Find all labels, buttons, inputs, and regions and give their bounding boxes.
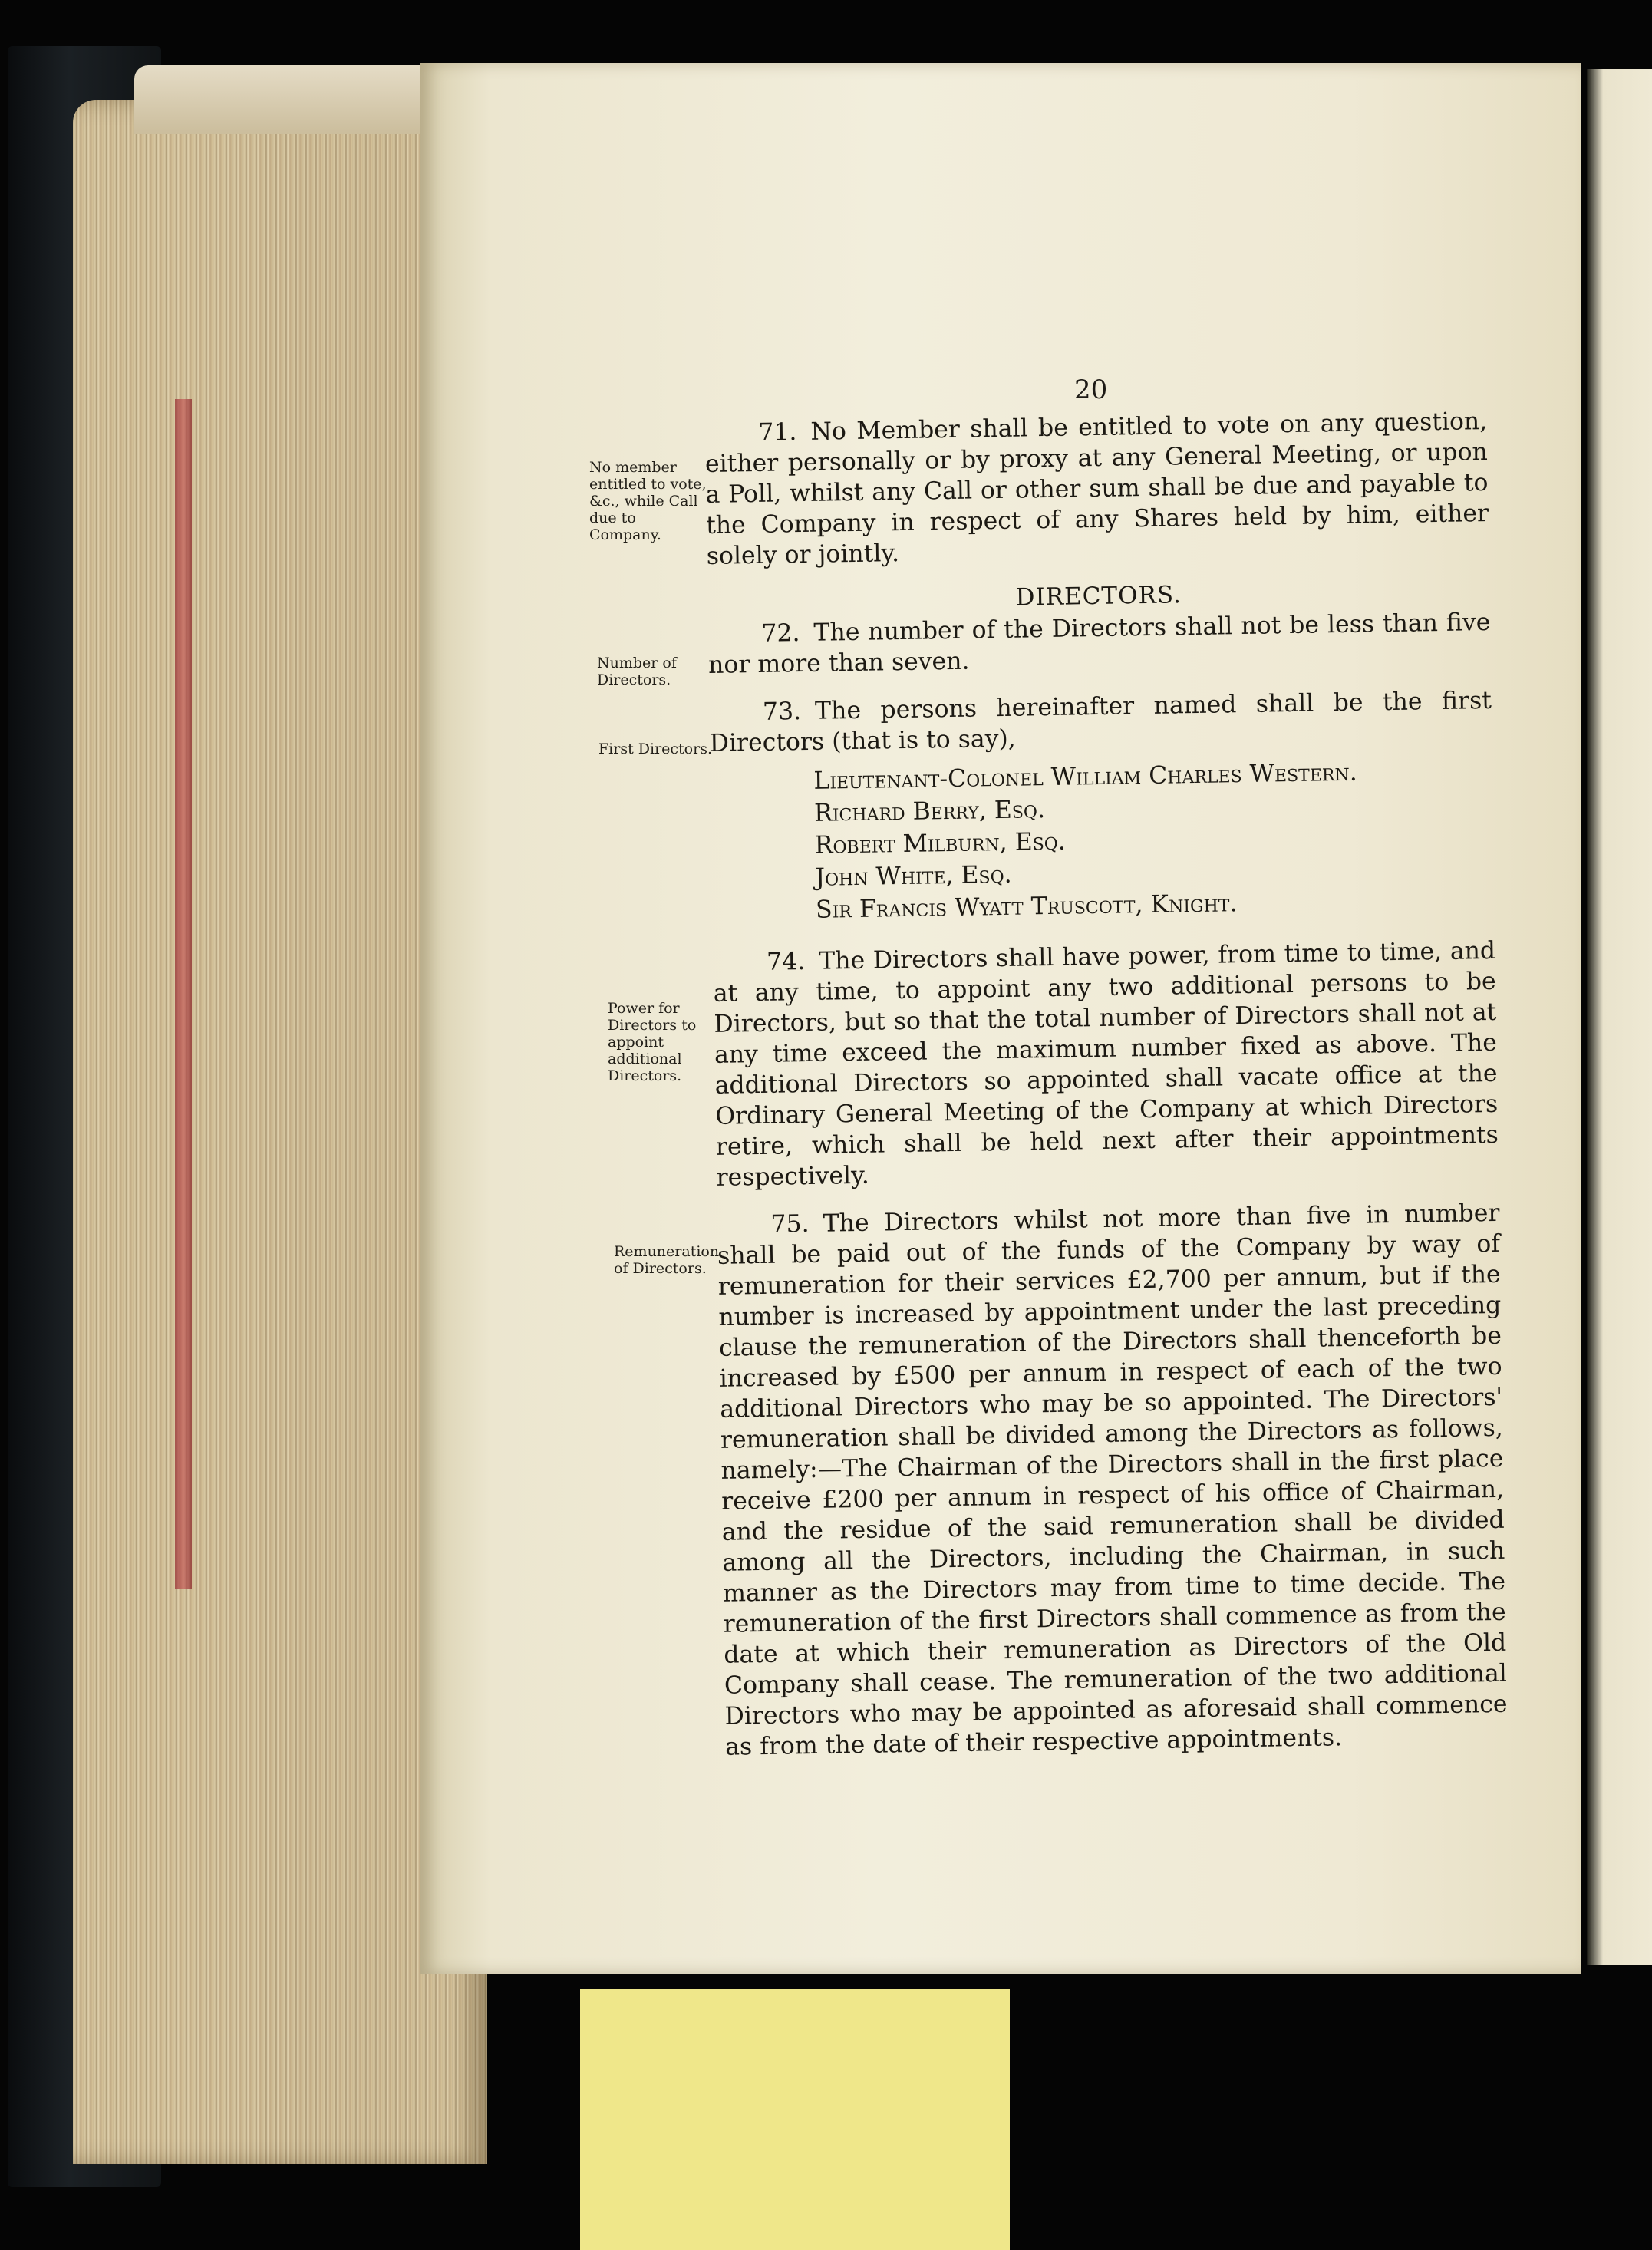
margin-note-remuneration: Remuneration of Directors. bbox=[614, 1243, 720, 1277]
clause-text: The persons hereinafter named shall be the first Directors (that is to say), bbox=[709, 686, 1492, 757]
list-item: John White, Esq. bbox=[815, 860, 1012, 892]
clause-text: The Directors shall have power, from time to time, and at any time, to appoint any two additional persons to be Directors, but so that the total number of Directors shall not at any time exceed the maximum number fixed as above. The additional Directors so appointed shall vacate office at the Ordinary General Meeting of the Company at which Directors retire, which shall be held next after their appointments respectively. bbox=[713, 936, 1499, 1192]
facing-page bbox=[1587, 69, 1652, 1965]
clause-74 bbox=[713, 935, 1499, 1193]
clause-73 bbox=[709, 685, 1492, 759]
clause-text: The Directors whilst not more than five in number shall be paid out of the funds of the Company by way of remuneration for their services £2,700 per annum, but if the number is increased by appointment under the last preceding clause the remuneration of the Directors shall thenceforth be increased by £500 per annum in respect of each of the two additional Directors who may be so appointed. The Directors' remuneration shall be divided among the Directors as follows, namely:—The Chairman of the Directors shall in the first place receive £200 per annum in respect of his office of Chairman, and the residue of the said remuneration shall be divided among all the Directors, including the Chairman, in such manner as the Directors may from time to time decide. The remuneration of the first Directors shall commence as from the date at which their remuneration as Directors of the Old Company shall cease. The remuneration of the two additional Directors who may be appointed as aforesaid shall commence as from the date of their respective appointments. bbox=[717, 1199, 1508, 1761]
margin-note-additional-directors: Power for Directors to appoint additional Directors. bbox=[608, 1000, 697, 1084]
margin-note-first-directors: First Directors. bbox=[598, 741, 712, 757]
clause-text: The number of the Directors shall not be less than five nor more than seven. bbox=[707, 608, 1491, 679]
first-directors-list bbox=[813, 754, 1495, 926]
margin-note-number-of-directors: Number of Directors. bbox=[597, 655, 677, 688]
clause-number: 73. bbox=[762, 698, 802, 726]
page-edge-stain bbox=[175, 399, 192, 1589]
clause-75 bbox=[717, 1198, 1508, 1763]
bookmark-slip bbox=[580, 1989, 1010, 2250]
list-item: Robert Milburn, Esq. bbox=[814, 827, 1067, 859]
list-item: Richard Berry, Esq. bbox=[813, 796, 1046, 827]
list-item: Lieutenant-Colonel William Charles Western. bbox=[813, 758, 1357, 795]
clause-number: 72. bbox=[761, 619, 800, 648]
clause-72 bbox=[707, 607, 1491, 681]
body-text bbox=[704, 406, 1509, 1780]
margin-note-voting: No member entitled to vote, &c., while Call due to Company. bbox=[589, 459, 707, 543]
clause-number: 75. bbox=[770, 1209, 810, 1239]
clause-text: No Member shall be entitled to vote on any question, either personally or by proxy at any General Meeting, or upon a Poll, whilst any Call or other sum shall be due and payable to the Company in respect of any Shares held by him, either solely or jointly. bbox=[704, 407, 1489, 570]
section-heading: DIRECTORS. bbox=[1015, 581, 1182, 612]
clause-number: 71. bbox=[758, 418, 797, 447]
page-number: 20 bbox=[1074, 374, 1108, 405]
list-item: Sir Francis Wyatt Truscott, Knight. bbox=[815, 889, 1238, 924]
clause-71 bbox=[704, 406, 1489, 572]
clause-number: 74. bbox=[766, 948, 806, 976]
